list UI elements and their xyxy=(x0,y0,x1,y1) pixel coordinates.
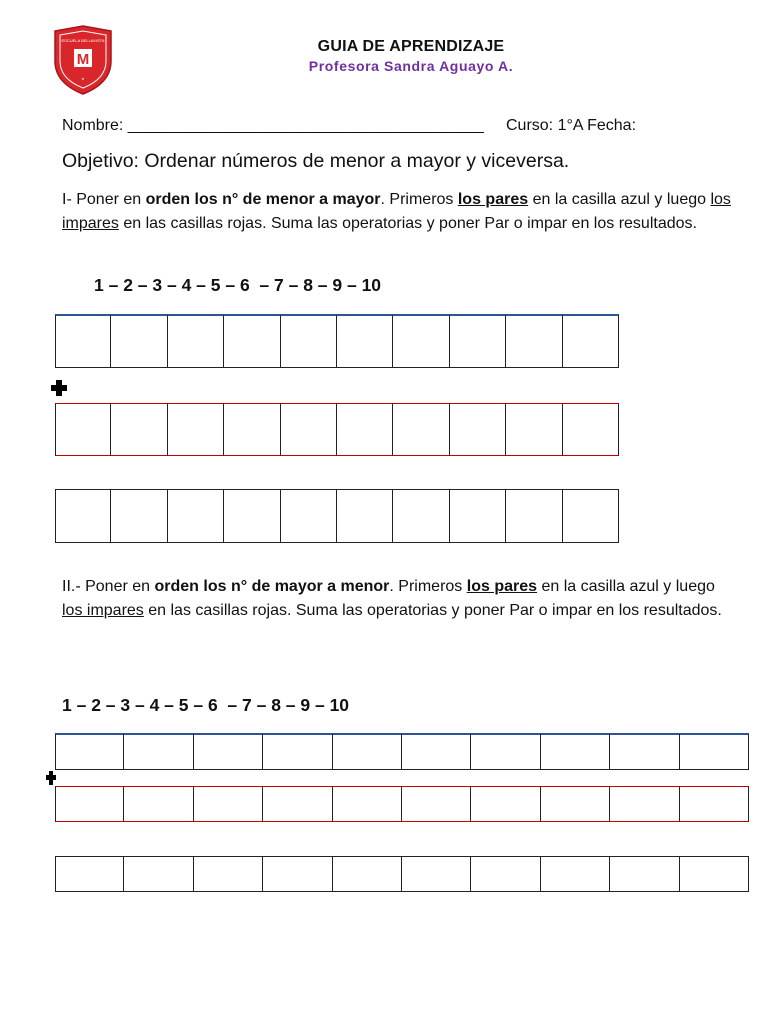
blue-row-1[interactable] xyxy=(55,314,619,368)
answer-box[interactable] xyxy=(55,733,124,770)
name-field-label: Nombre: ________________________________________ xyxy=(62,117,484,134)
answer-box[interactable] xyxy=(194,733,263,770)
answer-box[interactable] xyxy=(337,403,393,456)
answer-box[interactable] xyxy=(194,856,263,892)
answer-box[interactable] xyxy=(610,733,679,770)
answer-box[interactable] xyxy=(333,856,402,892)
answer-box[interactable] xyxy=(224,489,280,543)
number-sequence-2: 1 – 2 – 3 – 4 – 5 – 6 – 7 – 8 – 9 – 10 xyxy=(62,695,350,715)
answer-box[interactable] xyxy=(541,856,610,892)
answer-box[interactable] xyxy=(55,489,111,543)
answer-box[interactable] xyxy=(680,733,749,770)
answer-box[interactable] xyxy=(333,733,402,770)
answer-box[interactable] xyxy=(402,856,471,892)
answer-box[interactable] xyxy=(402,786,471,822)
answer-box[interactable] xyxy=(337,314,393,368)
answer-box[interactable] xyxy=(124,733,193,770)
logo-letter: M xyxy=(76,51,90,68)
answer-box[interactable] xyxy=(450,403,506,456)
answer-box[interactable] xyxy=(224,403,280,456)
section2-instructions: II.- Poner en orden los n° de mayor a menor. Primeros los pares en la casilla azul y luego los impares en las casillas rojas. Suma las operatorias y poner Par o impar en los resultados. xyxy=(62,578,722,619)
page-title: GUIA DE APRENDIZAJE xyxy=(317,38,505,55)
answer-box[interactable] xyxy=(263,786,332,822)
answer-box[interactable] xyxy=(55,403,111,456)
number-sequence-1: 1 – 2 – 3 – 4 – 5 – 6 – 7 – 8 – 9 – 10 xyxy=(94,275,382,295)
answer-box[interactable] xyxy=(610,856,679,892)
answer-box[interactable] xyxy=(281,314,337,368)
answer-box[interactable] xyxy=(337,489,393,543)
answer-box[interactable] xyxy=(124,786,193,822)
answer-box[interactable] xyxy=(506,489,562,543)
plus-icon xyxy=(50,379,68,397)
answer-box[interactable] xyxy=(168,489,224,543)
svg-text:★: ★ xyxy=(81,77,85,81)
answer-box[interactable] xyxy=(263,733,332,770)
answer-box[interactable] xyxy=(680,856,749,892)
answer-box[interactable] xyxy=(393,403,449,456)
answer-box[interactable] xyxy=(471,856,540,892)
answer-box[interactable] xyxy=(563,489,619,543)
teacher-name: Profesora Sandra Aguayo A. xyxy=(308,58,514,74)
answer-box[interactable] xyxy=(333,786,402,822)
logo-caption: ESCUELA BELLAVISTA xyxy=(61,38,105,43)
section1-instructions: I- Poner en orden los n° de menor a mayor. Primeros los pares en la casilla azul y luego los impares en las casillas rojas. Suma las operatorias y poner Par o impar en los resultados. xyxy=(62,191,731,232)
answer-box[interactable] xyxy=(281,403,337,456)
answer-box[interactable] xyxy=(111,489,167,543)
answer-box[interactable] xyxy=(563,403,619,456)
blue-row-2[interactable] xyxy=(55,733,749,770)
answer-box[interactable] xyxy=(194,786,263,822)
answer-box[interactable] xyxy=(55,786,124,822)
answer-box[interactable] xyxy=(281,489,337,543)
result-row-1[interactable] xyxy=(55,489,619,543)
answer-box[interactable] xyxy=(541,733,610,770)
answer-box[interactable] xyxy=(402,733,471,770)
answer-box[interactable] xyxy=(563,314,619,368)
answer-box[interactable] xyxy=(168,403,224,456)
answer-box[interactable] xyxy=(450,489,506,543)
answer-box[interactable] xyxy=(55,314,111,368)
answer-box[interactable] xyxy=(506,314,562,368)
answer-box[interactable] xyxy=(263,856,332,892)
red-row-1[interactable] xyxy=(55,403,619,456)
answer-box[interactable] xyxy=(471,733,540,770)
answer-box[interactable] xyxy=(680,786,749,822)
answer-box[interactable] xyxy=(111,403,167,456)
red-row-2[interactable] xyxy=(55,786,749,822)
answer-box[interactable] xyxy=(124,856,193,892)
answer-box[interactable] xyxy=(393,489,449,543)
course-date-label: Curso: 1°A Fecha: xyxy=(506,117,637,134)
answer-box[interactable] xyxy=(111,314,167,368)
answer-box[interactable] xyxy=(168,314,224,368)
answer-box[interactable] xyxy=(55,856,124,892)
answer-box[interactable] xyxy=(224,314,280,368)
answer-box[interactable] xyxy=(610,786,679,822)
answer-box[interactable] xyxy=(471,786,540,822)
answer-box[interactable] xyxy=(541,786,610,822)
answer-box[interactable] xyxy=(506,403,562,456)
answer-box[interactable] xyxy=(393,314,449,368)
answer-box[interactable] xyxy=(450,314,506,368)
result-row-2[interactable] xyxy=(55,856,749,892)
objective-text: Objetivo: Ordenar números de menor a mayor y viceversa. xyxy=(62,150,570,172)
plus-icon xyxy=(45,770,57,786)
